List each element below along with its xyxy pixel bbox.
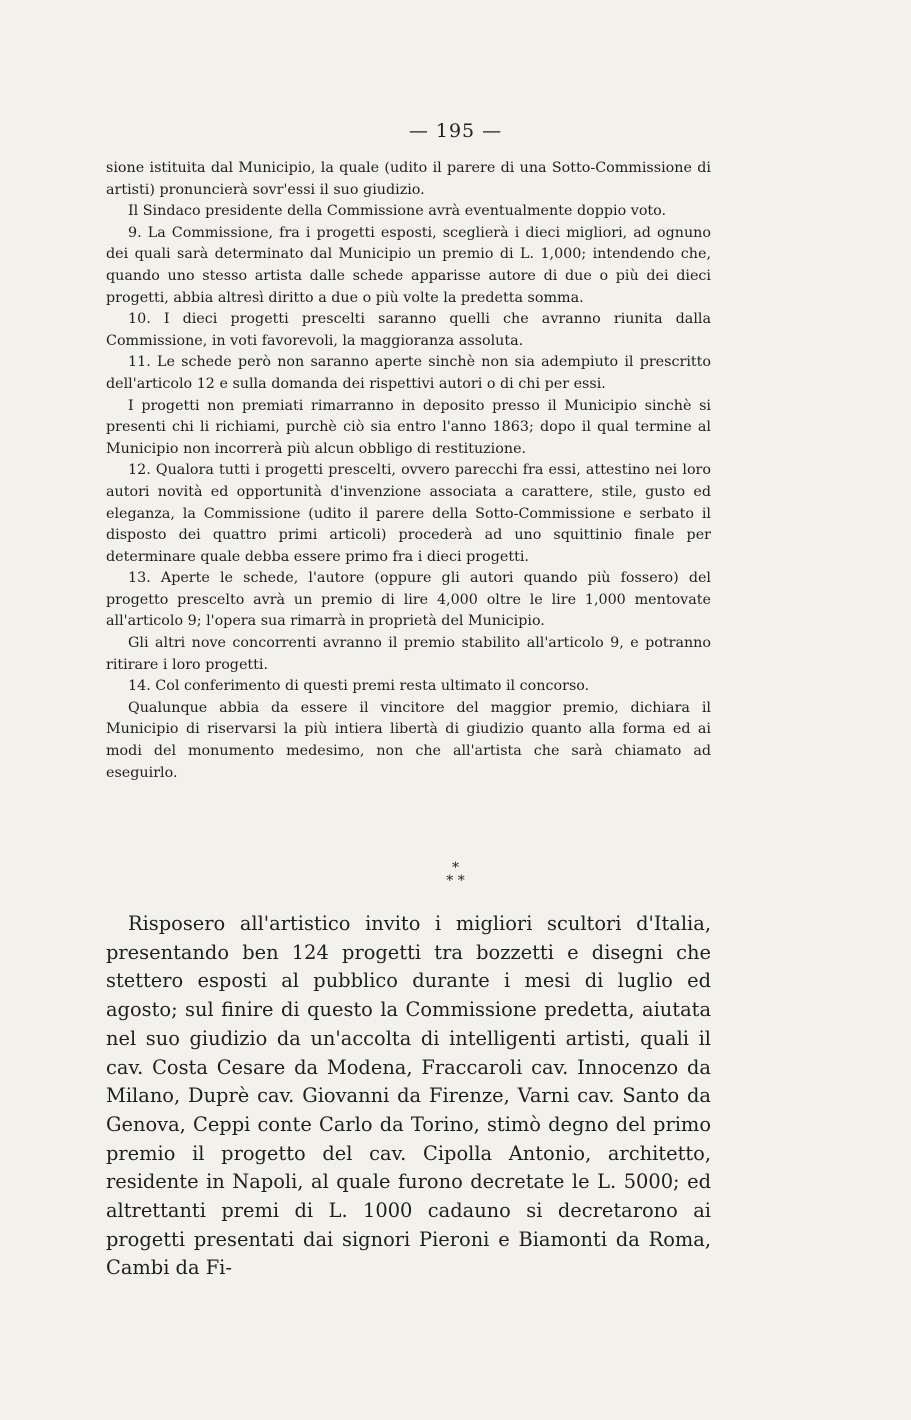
asterism-separator <box>0 862 911 888</box>
paragraph: Gli altri nove concorrenti avranno il premio stabilito all'articolo 9, e potranno ritirare i loro progetti. <box>106 635 711 673</box>
paragraph: Risposero all'artistico invito i migliori scultori d'Italia, presentando ben 124 progetti tra bozzetti e disegni che stettero esposti al pubblico durante i mesi di luglio ed agosto; sul finire di questo la Commissione predetta, aiutata nel suo giudizio da un'accolta di intelligenti artisti, quali il cav. Costa Cesare da Modena, Fraccaroli cav. Innocenzo da Milano, Duprè cav. Giovanni da Firenze, Varni cav. Santo da Genova, Ceppi conte Carlo da Torino, stimò degno del primo premio il progetto del cav. Cipolla Antonio, architetto, residente in Napoli, al quale furono decretate le L. 5000; ed altrettanti premi di L. 1000 cadauno si decretarono ai progetti presentati dai signori Pieroni e Biamonti da Roma, Cambi da Fi- <box>106 912 711 1280</box>
separator-bottom: * * <box>446 873 465 889</box>
paragraph: I progetti non premiati rimarranno in deposito presso il Municipio sinchè si presenti chi li richiami, purchè ciò sia entro l'anno 1863; dopo il qual termine al Municipio non incorrerà più alcun obbligo di restituzione. <box>106 397 711 457</box>
paragraph: 13. Aperte le schede, l'autore (oppure gli autori quando più fossero) del progetto prescelto avrà un premio di lire 4,000 oltre le lire 1,000 mentovate all'articolo 9; l'opera sua rimarrà in proprietà del Municipio. <box>106 570 711 630</box>
paragraph: 14. Col conferimento di questi premi resta ultimato il concorso. <box>128 678 590 695</box>
paragraph: 12. Qualora tutti i progetti prescelti, ovvero parecchi fra essi, attestino nei loro autori novità ed opportunità d'invenzione associata a carattere, stile, gusto ed eleganza, la Commissione (udito il parere della Sotto-Commissione e serbato il disposto dei quattro primi articoli) procederà ad uno squittinio finale per determinare quale debba essere primo fra i dieci progetti. <box>106 462 711 565</box>
paragraph: Il Sindaco presidente della Commissione avrà eventualmente doppio voto. <box>128 203 667 220</box>
paragraph: 10. I dieci progetti prescelti saranno quelli che avranno riunita dalla Commissione, in voti favorevoli, la maggioranza assoluta. <box>106 311 711 349</box>
paragraph: sione istituita dal Municipio, la quale (udito il parere di una Sotto-Commissione di artisti) pronuncierà sovr'essi il suo giudizio. <box>106 160 711 198</box>
separator-top: * <box>452 860 459 876</box>
page-number: — 195 — <box>408 120 503 142</box>
narrative-text <box>106 910 711 1283</box>
regulation-text <box>106 158 711 784</box>
paragraph: 11. Le schede però non saranno aperte sinchè non sia adempiuto il prescritto dell'articolo 12 e sulla domanda dei rispettivi autori o di chi per essi. <box>106 354 711 392</box>
paragraph: 9. La Commissione, fra i progetti esposti, sceglierà i dieci migliori, ad ognuno dei quali sarà determinato dal Municipio un premio di L. 1,000; intendendo che, quando uno stesso artista dalle schede apparisse autore di due o più dei dieci progetti, abbia altresì diritto a due o più volte la predetta somma. <box>106 224 711 306</box>
paragraph: Qualunque abbia da essere il vincitore del maggior premio, dichiara il Municipio di riservarsi la più intiera libertà di giudizio quanto alla forma ed ai modi del monumento medesimo, non che all'artista che sarà chiamato ad eseguirlo. <box>106 699 711 781</box>
